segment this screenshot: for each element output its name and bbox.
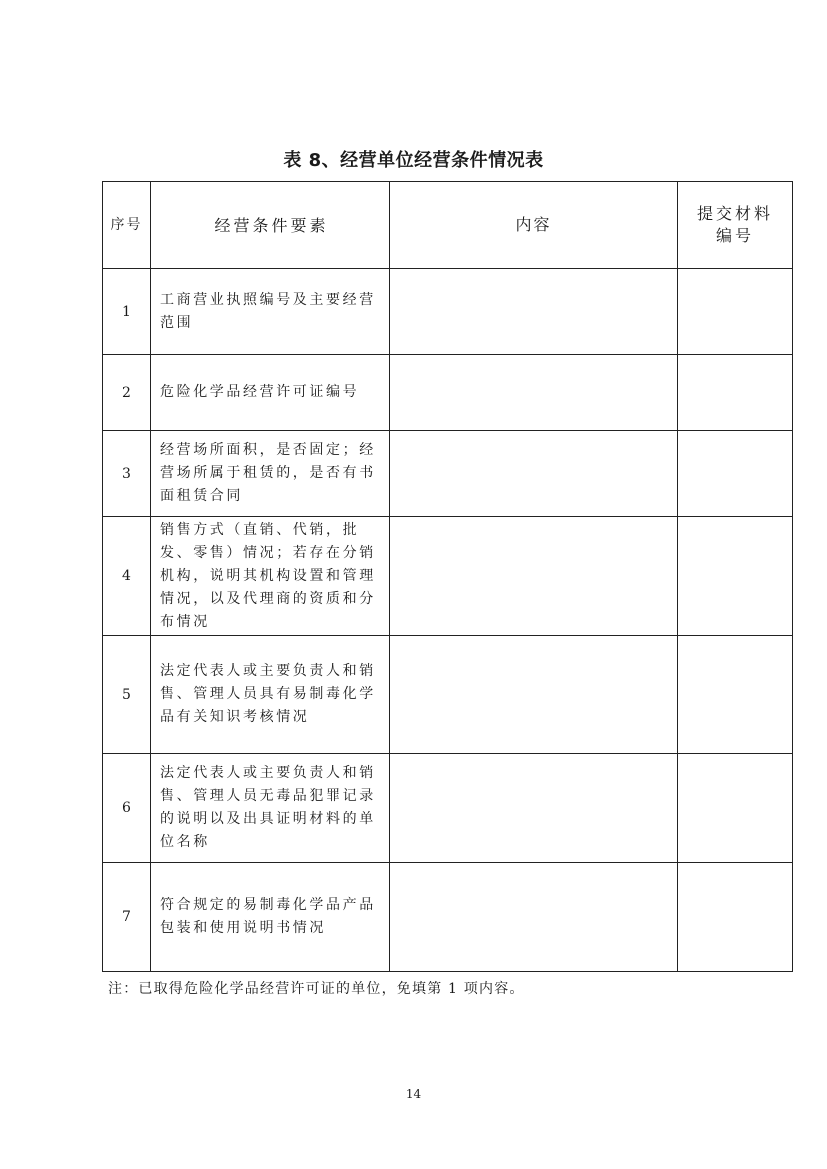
header-num: 序号 (103, 182, 151, 269)
table-row (103, 754, 793, 863)
row-requirement: 工商营业执照编号及主要经营范围 (151, 269, 390, 355)
table-row (103, 863, 793, 972)
table-title: 表 8、经营单位经营条件情况表 (283, 150, 544, 171)
footnote: 注：已取得危险化学品经营许可证的单位，免填第 1 项内容。 (108, 981, 525, 997)
table-row (103, 517, 793, 636)
table-header-row (103, 182, 793, 269)
row-requirement: 法定代表人或主要负责人和销售、管理人员无毒品犯罪记录的说明以及出具证明材料的单位名称 (151, 754, 390, 863)
table-row (103, 431, 793, 517)
row-num: 7 (103, 863, 151, 972)
row-requirement: 危险化学品经营许可证编号 (151, 355, 390, 431)
row-material-cell[interactable] (678, 636, 793, 754)
row-material-cell[interactable] (678, 863, 793, 972)
table-row (103, 636, 793, 754)
row-num: 5 (103, 636, 151, 754)
row-content-cell[interactable] (390, 355, 678, 431)
row-requirement: 经营场所面积，是否固定；经营场所属于租赁的，是否有书面租赁合同 (151, 431, 390, 517)
row-num: 2 (103, 355, 151, 431)
row-num: 6 (103, 754, 151, 863)
business-conditions-table (102, 181, 793, 972)
row-content-cell[interactable] (390, 517, 678, 636)
row-num: 4 (103, 517, 151, 636)
table-row (103, 269, 793, 355)
row-content-cell[interactable] (390, 431, 678, 517)
page-number: 14 (405, 1087, 422, 1101)
row-content-cell[interactable] (390, 754, 678, 863)
header-material: 提交材料编号 (678, 182, 793, 269)
row-content-cell[interactable] (390, 863, 678, 972)
row-num: 1 (103, 269, 151, 355)
row-material-cell[interactable] (678, 431, 793, 517)
row-content-cell[interactable] (390, 636, 678, 754)
row-material-cell[interactable] (678, 269, 793, 355)
header-requirement: 经营条件要素 (151, 182, 390, 269)
table-row (103, 355, 793, 431)
row-material-cell[interactable] (678, 517, 793, 636)
row-requirement: 符合规定的易制毒化学品产品包装和使用说明书情况 (151, 863, 390, 972)
row-num: 3 (103, 431, 151, 517)
row-requirement: 法定代表人或主要负责人和销售、管理人员具有易制毒化学品有关知识考核情况 (151, 636, 390, 754)
row-material-cell[interactable] (678, 754, 793, 863)
row-material-cell[interactable] (678, 355, 793, 431)
row-requirement: 销售方式（直销、代销，批发、零售）情况；若存在分销机构，说明其机构设置和管理情况，以及代理商的资质和分布情况 (151, 517, 390, 636)
row-content-cell[interactable] (390, 269, 678, 355)
header-content: 内容 (390, 182, 678, 269)
